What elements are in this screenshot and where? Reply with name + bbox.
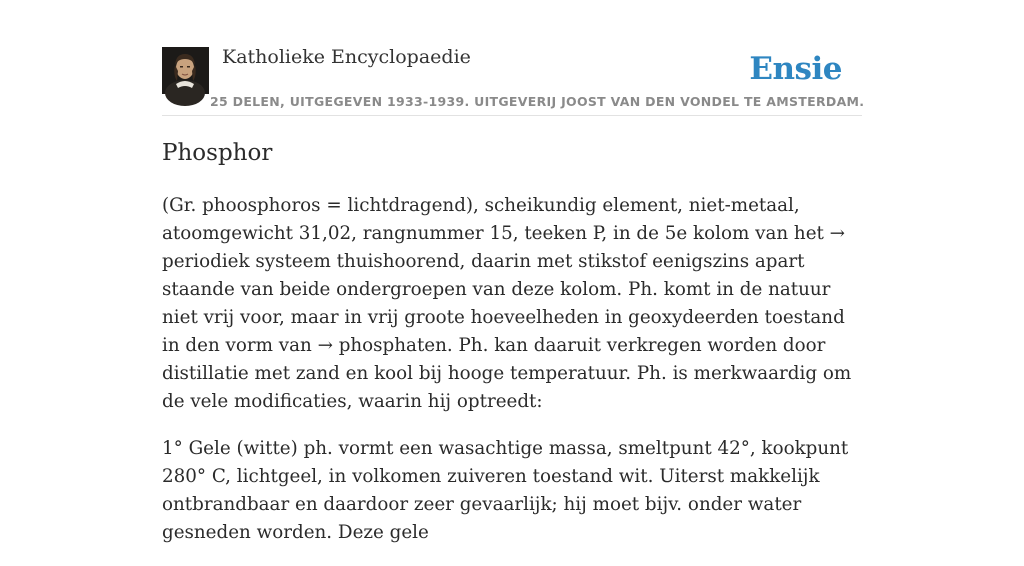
page: [162, 0, 865, 543]
source-subtitle: 25 DELEN, UITGEGEVEN 1933-1939. UITGEVERIJ JOOST VAN DEN VONDEL TE AMSTERDAM.: [210, 94, 865, 109]
source-header: [162, 0, 865, 116]
portrait-icon[interactable]: [162, 47, 209, 94]
source-title[interactable]: Katholieke Encyclopaedie: [222, 46, 471, 68]
article-title: Phosphor: [162, 140, 273, 166]
paragraph: 1° Gele (witte) ph. vormt een wasachtige massa, smeltpunt 42°, kookpunt 280° C, lichtgeel, in volkomen zuiveren toestand wit. Uiterst makkelijk ontbrandbaar en daardoor zeer gevaarlijk; hij moet bijv. onder water gesneden worden. Deze gele: [162, 438, 849, 543]
article-body: [162, 192, 867, 566]
ensie-logo[interactable]: Ensie: [749, 51, 842, 87]
paragraph: (Gr. phoosphoros = lichtdragend), scheikundig element, niet-metaal, atoomgewicht 31,02, rangnummer 15, teeken P, in de 5e kolom van het → periodiek systeem thuishoorend, daarin met stikstof eenigszins apart staande van beide ondergroepen van deze kolom. Ph. komt in de natuur niet vrij voor, maar in vrij groote hoeveelheden in geoxydeerden toestand in den vorm van → phosphaten. Ph. kan daaruit verkregen worden door distillatie met zand en kool bij hooge temperatuur. Ph. is merkwaardig om de vele modificaties, waarin hij optreedt:: [162, 195, 852, 412]
